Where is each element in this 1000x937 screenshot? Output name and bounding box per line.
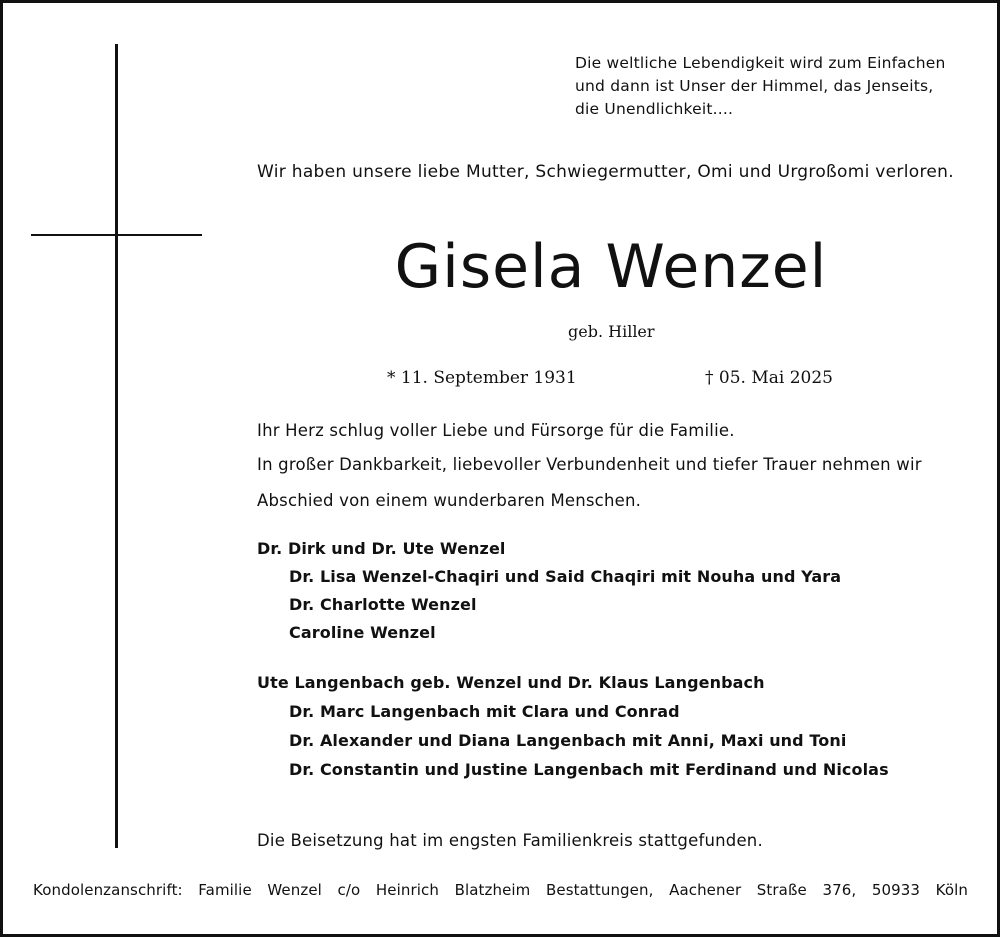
burial-note: Die Beisetzung hat im engsten Familienkreis stattgefunden. [257,831,763,850]
cross-vertical-bar [115,44,118,848]
birth-date: * 11. September 1931 [387,368,577,388]
family2-member: Dr. Alexander und Diana Langenbach mit Anni, Maxi und Toni [289,731,847,750]
intro-text: Wir haben unsere liebe Mutter, Schwiegermutter, Omi und Urgroßomi verloren. [257,162,954,182]
family1-member: Dr. Charlotte Wenzel [289,595,477,614]
body-line-1: Ihr Herz schlug voller Liebe und Fürsorge für die Familie. [257,421,735,440]
family2-member: Dr. Marc Langenbach mit Clara und Conrad [289,702,680,721]
poem [575,52,946,121]
poem-line-2: und dann ist Unser der Himmel, das Jenseits, [575,77,934,95]
family2-head: Ute Langenbach geb. Wenzel und Dr. Klaus Langenbach [257,673,765,692]
family1-member: Caroline Wenzel [289,623,436,642]
death-date: † 05. Mai 2025 [705,368,833,388]
body-line-3: Abschied von einem wunderbaren Menschen. [257,491,642,510]
poem-line-3: die Unendlichkeit.... [575,100,734,118]
condolence-address: Kondolenzanschrift: Familie Wenzel c/o Heinrich Blatzheim Bestattungen, Aachener Straße 376, 50933 Köln [33,881,968,899]
family1-member: Dr. Lisa Wenzel-Chaqiri und Said Chaqiri mit Nouha und Yara [289,567,842,586]
poem-line-1: Die weltliche Lebendigkeit wird zum Einfachen [575,54,946,72]
family2-member: Dr. Constantin und Justine Langenbach mit Ferdinand und Nicolas [289,760,889,779]
deceased-name: Gisela Wenzel [394,232,828,302]
family1-head: Dr. Dirk und Dr. Ute Wenzel [257,539,506,558]
body-line-2: In großer Dankbarkeit, liebevoller Verbundenheit und tiefer Trauer nehmen wir [257,455,922,474]
maiden-name: geb. Hiller [568,322,655,341]
